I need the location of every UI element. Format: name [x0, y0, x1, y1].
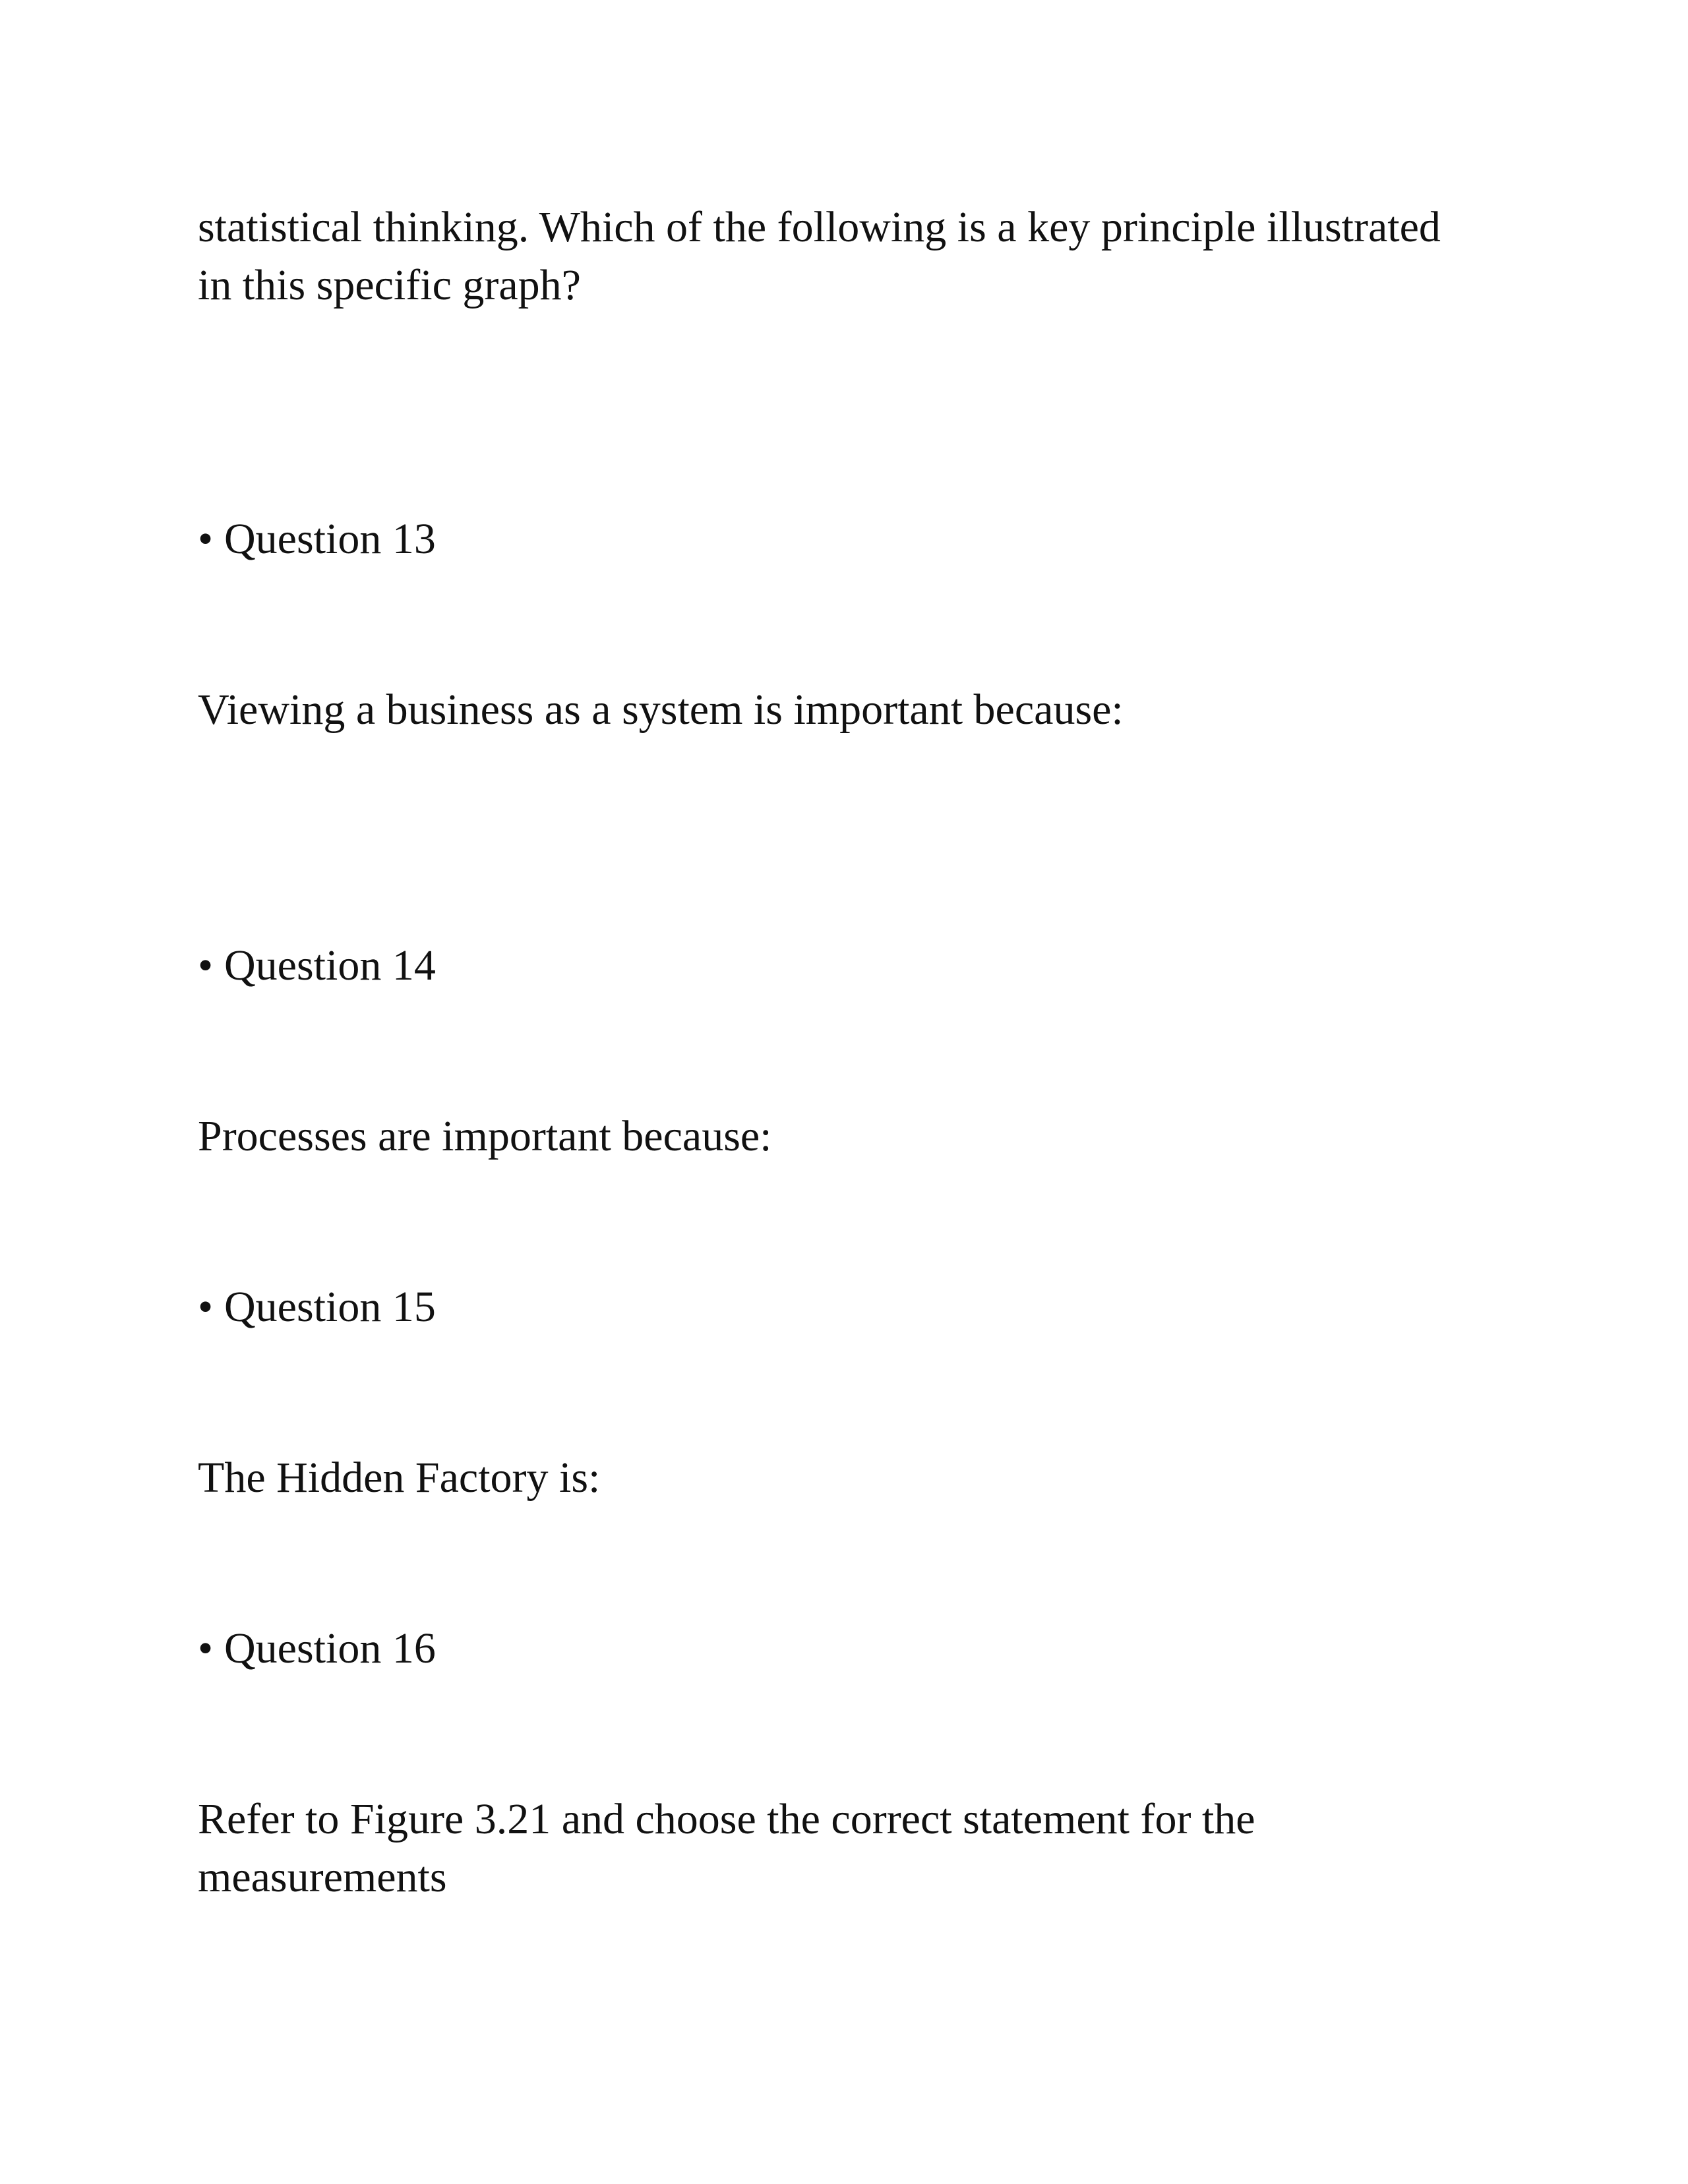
intro-text-line-1: statistical thinking. Which of the following is a key principle illustrated [198, 203, 1441, 251]
question-16-prompt-line-2: measurements [198, 1853, 447, 1901]
bullet-marker: • [198, 941, 214, 989]
intro-text-line-2: in this specific graph? [198, 261, 581, 309]
question-15-prompt: The Hidden Factory is: [198, 1454, 601, 1502]
question-14-heading [198, 936, 436, 995]
question-15-heading [198, 1278, 436, 1336]
bullet-marker: • [198, 515, 214, 563]
question-14-label: Question 14 [224, 941, 436, 989]
question-16-heading [198, 1619, 436, 1678]
question-16-prompt-line-1: Refer to Figure 3.21 and choose the correct statement for the [198, 1795, 1255, 1843]
question-16-label: Question 16 [224, 1624, 436, 1672]
question-13-label: Question 13 [224, 515, 436, 563]
bullet-marker: • [198, 1624, 214, 1672]
question-14-prompt: Processes are important because: [198, 1112, 772, 1160]
question-13-heading [198, 510, 436, 568]
question-13-prompt: Viewing a business as a system is important because: [198, 686, 1124, 734]
question-15-label: Question 15 [224, 1283, 436, 1331]
bullet-marker: • [198, 1283, 214, 1331]
